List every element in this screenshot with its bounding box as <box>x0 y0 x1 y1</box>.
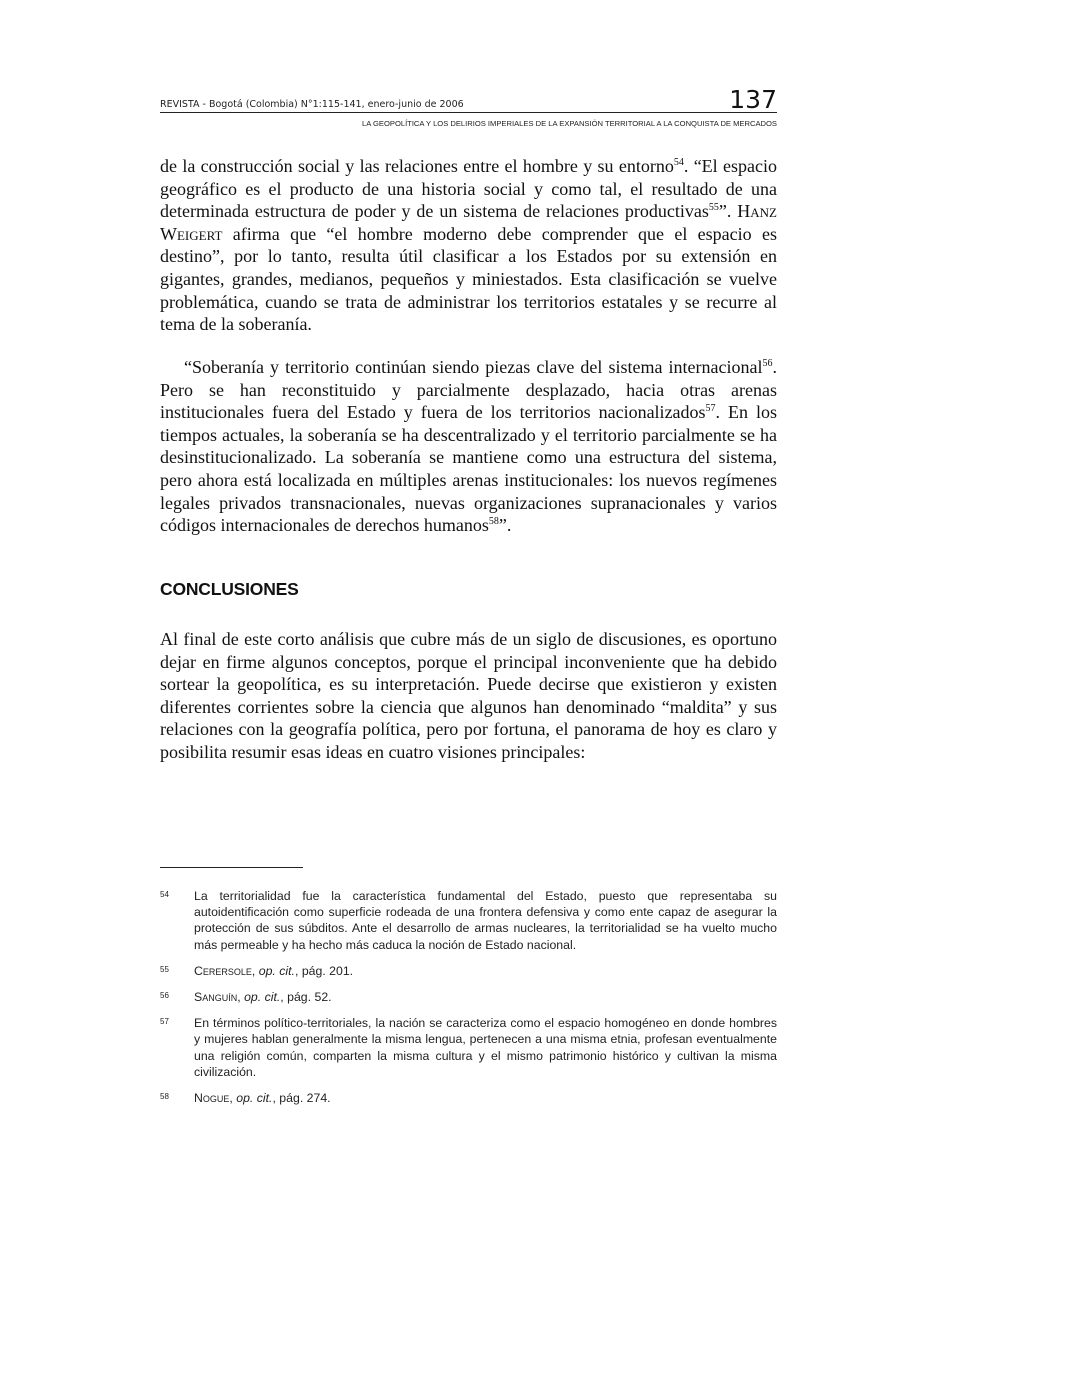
p1-text-1: de la construcción social y las relaciones entre el hombre y su entorno <box>160 156 674 176</box>
footnote-number: 58 <box>160 1092 169 1102</box>
p2-text-4: ”. <box>498 515 512 536</box>
footnote-text: En términos político-territoriales, la nación se caracteriza como el espacio homogéneo en donde hombres y mujeres hablan generalmente la misma lengua, pertenecen a una misma etnia, profesan eventualmente una religión común, comparten la misma cultura y el mismo patrimonio histórico y cultivan la misma civilización. <box>194 1016 777 1079</box>
footnote-text: Nogue, op. cit., pág. 274. <box>194 1091 331 1106</box>
footnote-number: 57 <box>160 1017 169 1027</box>
footnote-page: , pág. 274. <box>272 1091 331 1106</box>
footnote-number: 56 <box>160 991 169 1001</box>
footnote-number: 54 <box>160 890 169 899</box>
footnote-ref-58[interactable]: 58 <box>488 516 499 528</box>
footnote-ref-56[interactable]: 56 <box>762 358 773 369</box>
footnote-item <box>160 963 777 979</box>
p1-text-4: afirma que “el hombre moderno debe comprender que el espacio es destino”, por lo tanto, resulta útil clasificar a los Estados por su extensión en gigantes, grandes, medianos, pequeños y miniestados. Esta clasificación se vuelve problemática, cuando se trata de administrar los territorios estatales y se recurre al tema de la soberanía. <box>160 223 777 335</box>
footnote-cite: op. cit. <box>244 990 281 1005</box>
body-paragraph-2 <box>160 356 777 537</box>
footnote-number: 55 <box>160 964 169 974</box>
footnote-page: , pág. 52. <box>280 990 332 1005</box>
footnote-item <box>160 1015 777 1080</box>
page-header <box>160 86 777 113</box>
page-number: 137 <box>729 85 777 114</box>
footnote-text: Cerersole, op. cit., pág. 201. <box>194 963 354 978</box>
footnote-ref-54[interactable]: 54 <box>673 157 684 168</box>
footnote-item <box>160 1090 777 1106</box>
running-title: LA GEOPOLÍTICA Y LOS DELIRIOS IMPERIALES DE LA EXPANSIÓN TERRITORIAL A LA CONQUISTA DE MERCADOS <box>362 119 777 128</box>
footnote-text: La territorialidad fue la característica fundamental del Estado, puesto que representaba su autoidentificación como superficie rodeada de una frontera defensiva y como ente capaz de asegurar la protección de sus súbditos. Ante el desarrollo de armas nucleares, la territorialidad se ha vuelto mucho más permeable y ha hecho más caduca la noción de Estado nacional. <box>194 889 777 952</box>
section-heading: CONCLUSIONES <box>160 579 299 599</box>
p1-text-3: ”. <box>718 201 738 222</box>
body-paragraph-3: Al final de este corto análisis que cubre más de un siglo de discusiones, es oportuno dejar en firme algunos conceptos, porque el principal inconveniente que ha debido sortear la geopolítica, es su interpretación. Puede decirse que existieron y existen diferentes corrientes sobre la ciencia que algunos han denominado “maldita” y sus relaciones con la geografía política, pero por fortuna, el panorama de hoy es claro y posibilita resumir esas ideas en cuatro visiones principales: <box>160 629 777 762</box>
footnote-ref-55[interactable]: 55 <box>708 202 719 214</box>
footnote-author: Sanguín <box>194 990 238 1005</box>
journal-citation: REVISTA - Bogotá (Colombia) N°1:115-141, enero-junio de 2006 <box>160 99 464 110</box>
p2-text-1: “Soberanía y territorio continúan siendo piezas clave del sistema internacional <box>184 357 763 377</box>
footnote-cite: op. cit. <box>258 963 295 978</box>
p2-text-2: . Pero se han reconstituido y parcialmente desplazado, hacia otras arenas institucionales fuera del Estado y fuera de los territorios nacionalizados <box>160 357 777 423</box>
footnote-text: Sanguín, op. cit., pág. 52. <box>194 990 332 1005</box>
footnote-page: , pág. 201. <box>294 963 354 978</box>
footnotes <box>160 888 777 1116</box>
p1-text-2: . “El espacio geográfico es el producto de una historia social y como tal, el resultado de una determinada estructura de poder y de un sistema de relaciones productivas <box>160 156 777 222</box>
p2-text-3: . En los tiempos actuales, la soberanía se ha descentralizado y el territorio parcialmente se ha desinstitucionalizado. La soberanía se mantiene como una estructura del sistema, pero ahora está localizada en múltiples arenas institucionales: los nuevos regímenes legales privados transnacionales, nuevas organizaciones supranacionales y varios códigos internacionales de derechos humanos <box>160 402 777 536</box>
footnote-ref-57[interactable]: 57 <box>705 403 716 415</box>
footnote-item <box>160 888 777 953</box>
footnote-divider <box>160 867 303 868</box>
footnote-item <box>160 989 777 1005</box>
body-paragraph-1 <box>160 155 777 336</box>
footnote-author: Cerersole <box>194 963 252 978</box>
footnote-cite: op. cit. <box>236 1091 273 1106</box>
author-name: Hanz Weigert <box>160 201 777 244</box>
footnote-author: Nogue <box>194 1091 230 1106</box>
